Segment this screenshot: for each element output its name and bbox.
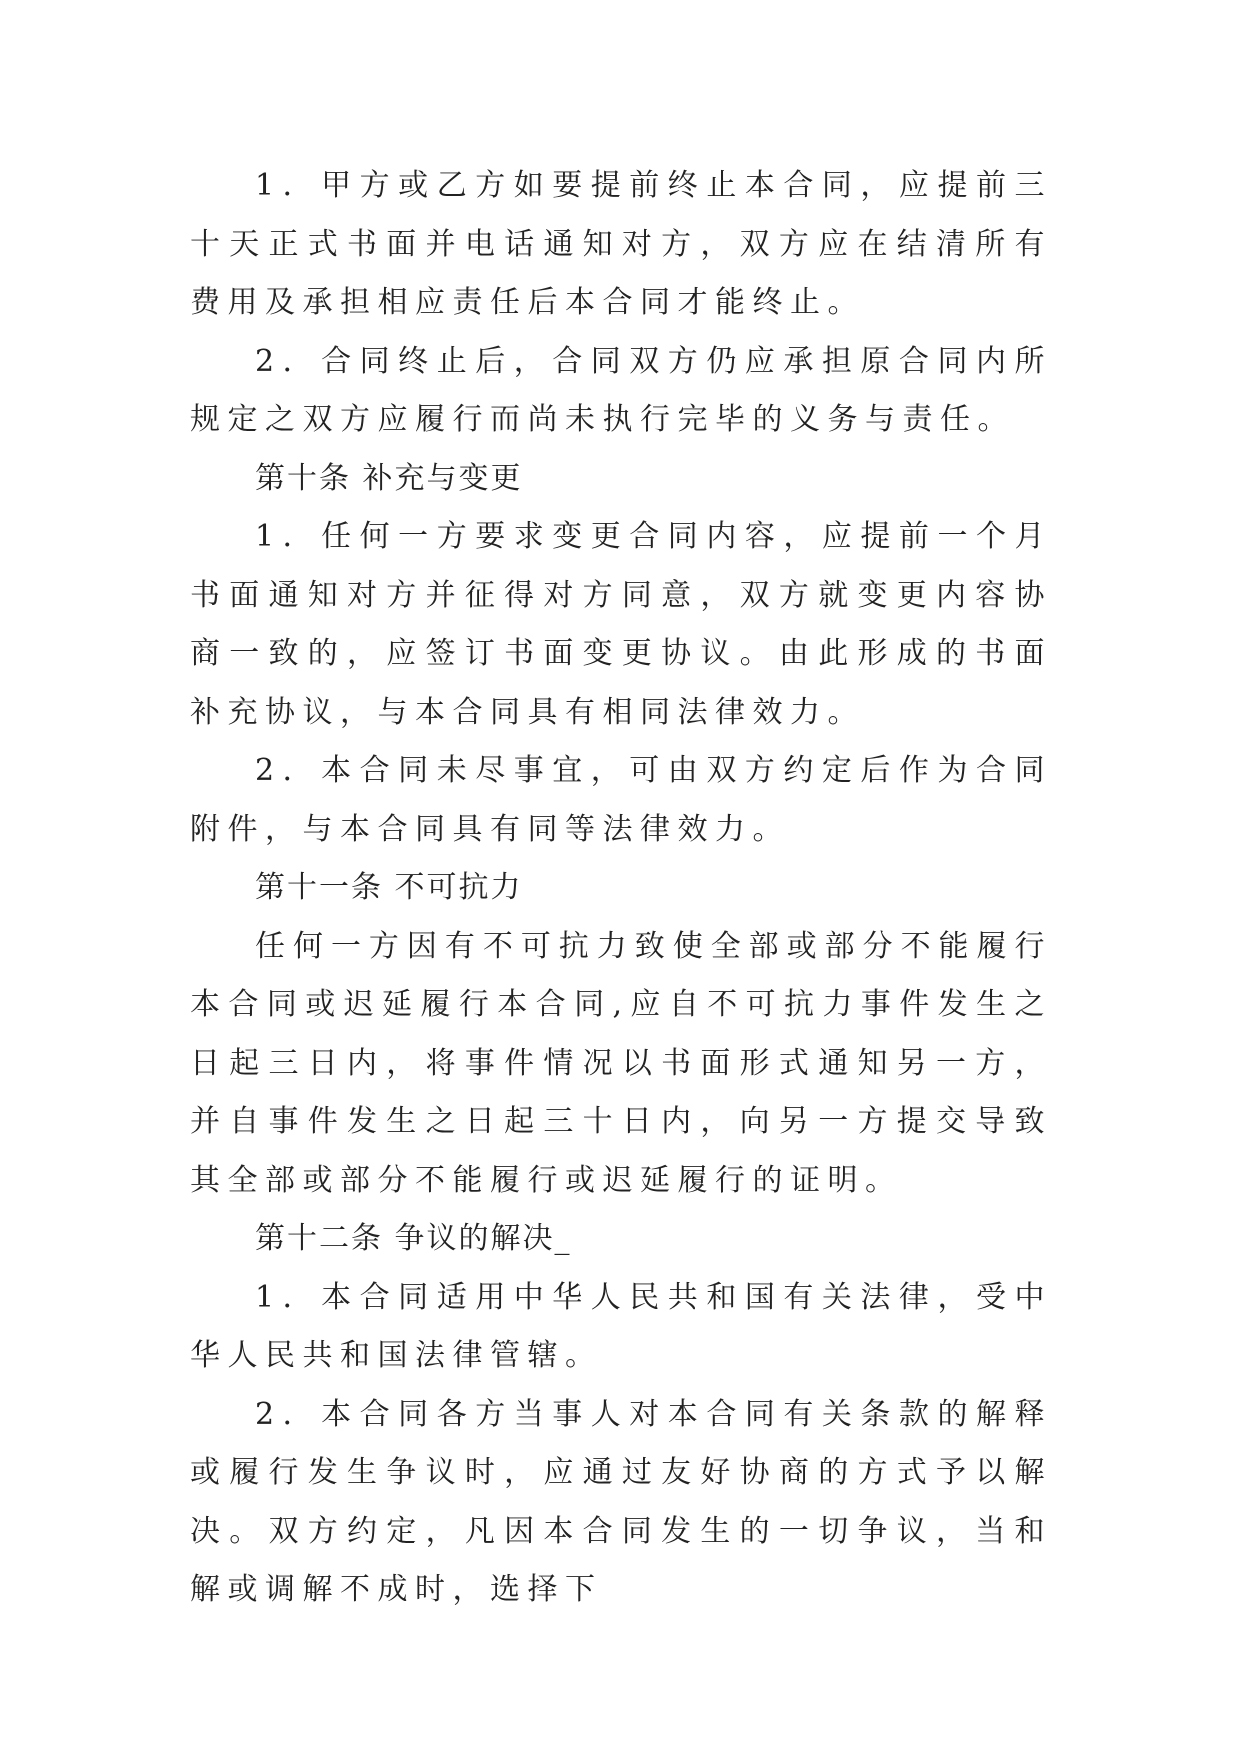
clause-paragraph: 1．任何一方要求变更合同内容，应提前一个月书面通知对方并征得对方同意，双方就变更内容协商一致的，应签订书面变更协议。由此形成的书面补充协议，与本合同具有相同法律效力。 [190,519,1052,730]
document-body [190,157,1052,1620]
article-heading: 第十二条 争议的解决_ [255,1221,572,1256]
article-heading: 第十一条 不可抗力 [255,870,523,905]
clause-paragraph: 1．本合同适用中华人民共和国有关法律，受中华人民共和国法律管辖。 [190,1279,1052,1373]
clause-paragraph: 1．甲方或乙方如要提前终止本合同，应提前三十天正式书面并电话通知对方，双方应在结清所有费用及承担相应责任后本合同才能终止。 [190,168,1052,320]
clause-paragraph: 2．本合同未尽事宜，可由双方约定后作为合同附件，与本合同具有同等法律效力。 [190,753,1052,847]
article-heading: 第十条 补充与变更 [255,460,523,496]
clause-paragraph: 2．合同终止后，合同双方仍应承担原合同内所规定之双方应履行而尚未执行完毕的义务与责任。 [190,343,1052,437]
clause-paragraph: 任何一方因有不可抗力致使全部或部分不能履行本合同或迟延履行本合同,应自不可抗力事件发生之日起三日内，将事件情况以书面形式通知另一方，并自事件发生之日起三十日内，向另一方提交导致其全部或部分不能履行或迟延履行的证明。 [190,928,1052,1198]
clause-paragraph: 2．本合同各方当事人对本合同有关条款的解释或履行发生争议时，应通过友好协商的方式予以解决。双方约定，凡因本合同发生的一切争议，当和解或调解不成时，选择下 [190,1396,1052,1607]
